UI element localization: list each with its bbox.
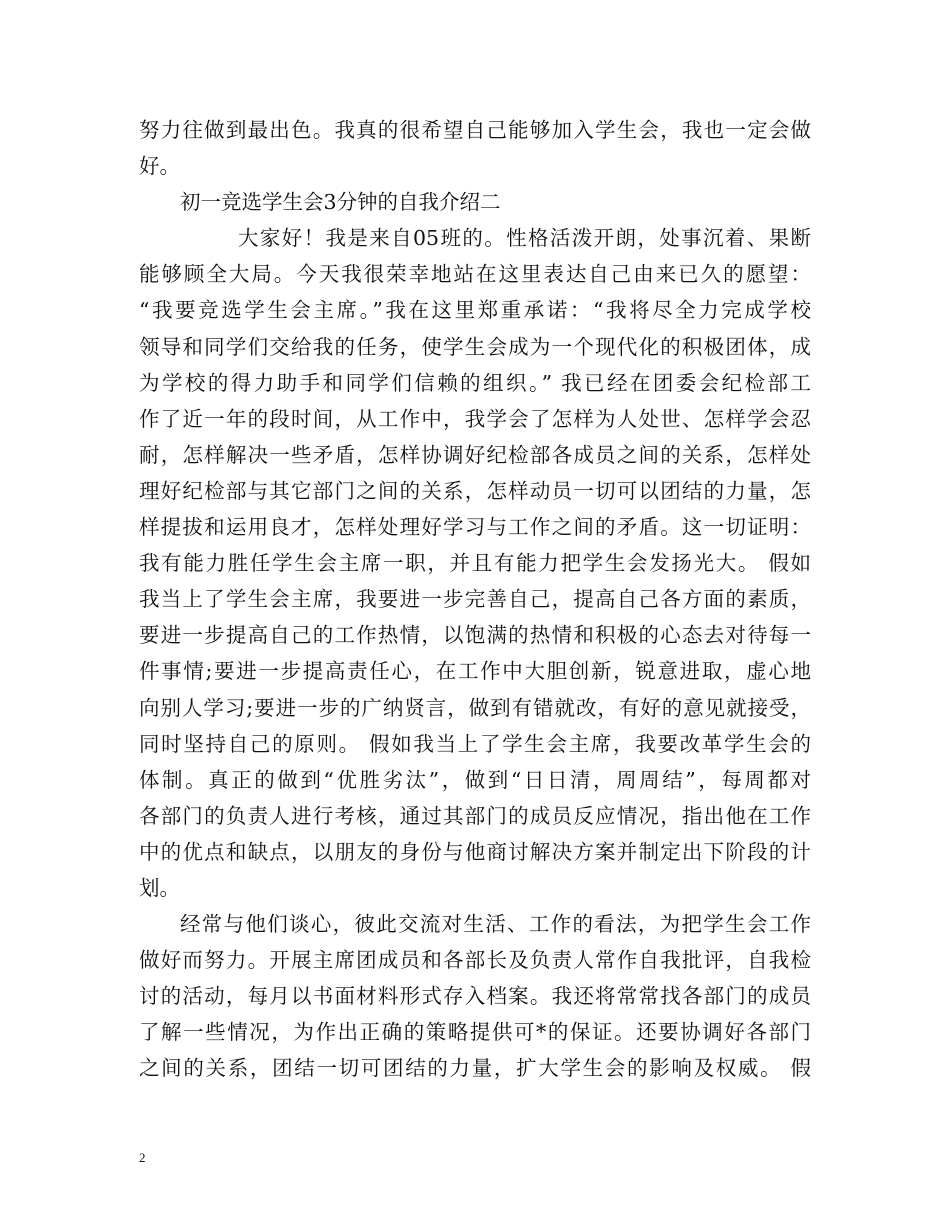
text-line: 理好纪检部与其它部门之间的关系，怎样动员一切可以团结的力量，怎 xyxy=(139,478,811,503)
text-line: 样提拔和运用良才，怎样处理好学习与工作之间的矛盾。这一切证明： xyxy=(139,515,811,540)
text-line: 向别人学习;要进一步的广纳贤言，做到有错就改，有好的意见就接受， xyxy=(139,695,811,720)
text-line: 划。 xyxy=(139,875,180,900)
text-line: 体制。真正的做到“优胜劣汰”，做到“日日清，周周结”，每周都对 xyxy=(139,767,811,792)
text-line: 领导和同学们交给我的任务，使学生会成为一个现代化的积极团体，成 xyxy=(139,334,811,359)
text-line: 了解一些情况，为作出正确的策略提供可*的保证。还要协调好各部门 xyxy=(139,1020,811,1045)
text-line: 好。 xyxy=(139,154,180,179)
text-line: 努力往做到最出色。我真的很希望自己能够加入学生会，我也一定会做 xyxy=(139,118,811,142)
text-line: 各部门的负责人进行考核，通过其部门的成员反应情况，指出他在工作 xyxy=(139,803,811,828)
text-line: 件事情;要进一步提高责任心，在工作中大胆创新，锐意进取，虚心地 xyxy=(139,659,811,684)
text-line: 同时坚持自己的原则。 假如我当上了学生会主席，我要改革学生会的 xyxy=(139,731,811,756)
text-line: 我有能力胜任学生会主席一职，并且有能力把学生会发扬光大。 假如 xyxy=(139,551,811,576)
text-line: 作了近一年的段时间，从工作中，我学会了怎样为人处世、怎样学会忍 xyxy=(139,406,811,431)
text-line: “我要竞选学生会主席。”我在这里郑重承诺：“我将尽全力完成学校 xyxy=(139,298,811,323)
text-line: 大家好！我是来自05班的。性格活泼开朗，处事沉着、果断 xyxy=(238,226,811,251)
text-line: 要进一步提高自己的工作热情，以饱满的热情和积极的心态去对待每一 xyxy=(139,623,811,648)
text-line: 做好而努力。开展主席团成员和各部长及负责人常作自我批评，自我检 xyxy=(139,948,811,973)
section-heading: 初一竞选学生会3分钟的自我介绍二 xyxy=(180,190,501,215)
text-line: 能够顾全大局。今天我很荣幸地站在这里表达自己由来已久的愿望： xyxy=(139,262,811,287)
text-line: 经常与他们谈心，彼此交流对生活、工作的看法，为把学生会工作 xyxy=(180,912,811,937)
text-line: 为学校的得力助手和同学们信赖的组织。” 我已经在团委会纪检部工 xyxy=(139,370,811,395)
text-line: 中的优点和缺点，以朋友的身份与他商讨解决方案并制定出下阶段的计 xyxy=(139,839,811,864)
page-number: 2 xyxy=(139,1150,146,1165)
text-line: 耐，怎样解决一些矛盾，怎样协调好纪检部各成员之间的关系，怎样处 xyxy=(139,442,811,467)
text-line: 讨的活动，每月以书面材料形式存入档案。我还将常常找各部门的成员 xyxy=(139,984,811,1009)
body-text xyxy=(139,112,811,1087)
text-line: 之间的关系，团结一切可团结的力量，扩大学生会的影响及权威。 假 xyxy=(139,1056,811,1081)
text-line: 我当上了学生会主席，我要进一步完善自己，提高自己各方面的素质， xyxy=(139,587,811,612)
